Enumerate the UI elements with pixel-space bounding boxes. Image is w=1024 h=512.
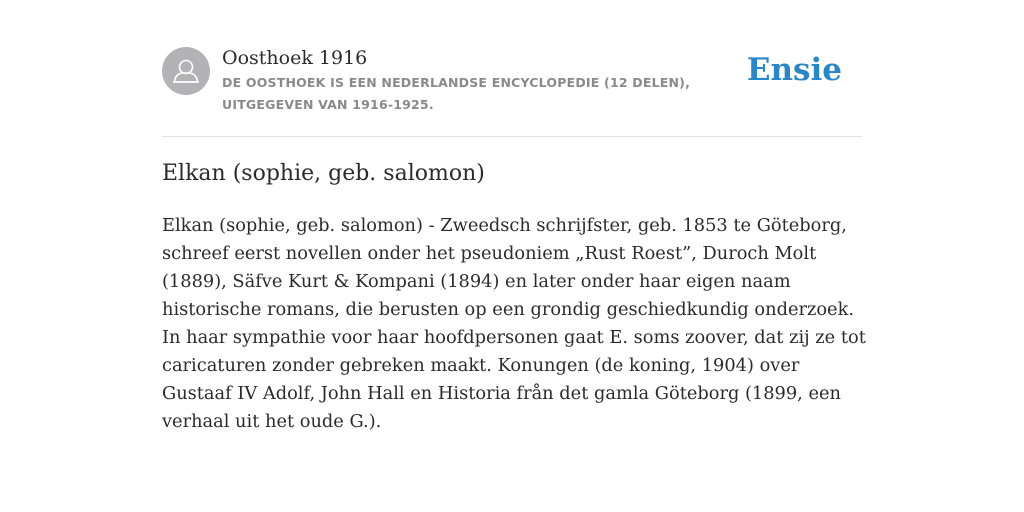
source-title[interactable]: Oosthoek 1916 xyxy=(222,47,368,69)
source-header xyxy=(162,44,862,137)
entry-title: Elkan (sophie, geb. salomon) xyxy=(162,161,485,186)
ensie-logo-link[interactable]: Ensie xyxy=(746,52,842,88)
user-avatar-icon[interactable] xyxy=(162,47,210,95)
entry-body: Elkan (sophie, geb. salomon) - Zweedsch schrijfster, geb. 1853 te Göteborg, schreef eerst novellen onder het pseudoniem „Rust Roest”, Duroch Molt (1889), Säfve Kurt & Kompani (1894) en later onder haar eigen naam historische romans, die berusten op een grondig geschiedkundig onderzoek. In haar sympathie voor haar hoofdpersonen gaat E. soms zoover, dat zij ze tot caricaturen zonder gebreken maakt. Konungen (de koning, 1904) over Gustaaf IV Adolf, John Hall en Historia från det gamla Göteborg (1899, een verhaal uit het oude G.). xyxy=(162,215,866,432)
source-description: DE OOSTHOEK IS EEN NEDERLANDSE ENCYCLOPEDIE (12 DELEN), UITGEGEVEN VAN 1916-1925. xyxy=(222,75,691,112)
person-outline-icon xyxy=(162,47,210,95)
